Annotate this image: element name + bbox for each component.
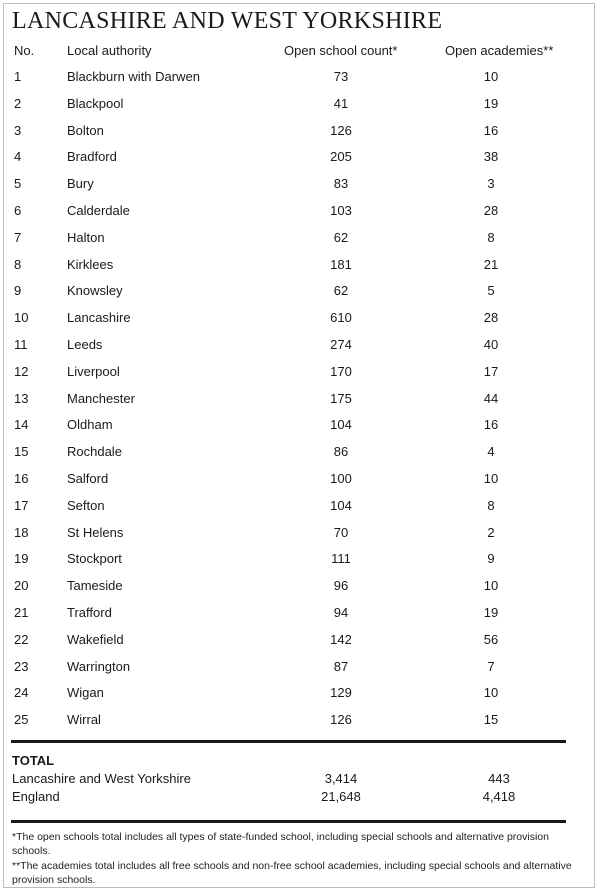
row-authority: Blackpool (67, 95, 124, 111)
row-authority: Wigan (67, 685, 104, 701)
row-number: 1 (14, 69, 22, 84)
total-row-name: England (12, 789, 60, 804)
row-academies: 28 (483, 310, 499, 326)
table-row (0, 174, 600, 194)
column-header-row (0, 41, 600, 61)
footnote-open-schools: *The open schools total includes all types of state-funded school, including special schools and alternative provision schools. (12, 831, 549, 857)
row-academies: 40 (483, 337, 499, 352)
row-number: 11 (14, 337, 28, 352)
row-academies: 3 (487, 176, 495, 192)
row-academies: 16 (483, 122, 499, 138)
row-number: 18 (14, 524, 29, 540)
row-authority: Blackburn with Darwen (67, 69, 200, 84)
total-row (0, 788, 600, 806)
row-number: 16 (14, 471, 29, 486)
table-row (0, 308, 600, 328)
row-authority: Tameside (67, 578, 123, 594)
total-row-academies: 4,418 (482, 789, 516, 804)
row-number: 12 (14, 363, 29, 379)
table-row (0, 496, 600, 516)
row-authority: Manchester (67, 390, 135, 406)
row-open-count: 62 (333, 229, 349, 245)
table-row (0, 442, 600, 462)
row-number: 4 (14, 149, 22, 165)
row-number: 13 (14, 390, 29, 406)
row-academies: 17 (483, 363, 499, 379)
row-open-count: 205 (330, 149, 352, 165)
row-authority: Leeds (67, 337, 103, 352)
row-authority: Stockport (67, 551, 122, 567)
row-open-count: 104 (330, 497, 352, 513)
total-row (0, 770, 600, 788)
row-open-count: 104 (330, 417, 352, 433)
row-open-count: 73 (333, 69, 349, 84)
row-open-count: 70 (333, 524, 349, 540)
row-number: 6 (14, 203, 22, 218)
column-header-open: Open school count* (284, 43, 398, 58)
row-academies: 7 (487, 658, 495, 674)
row-academies: 28 (483, 203, 499, 218)
table-row (0, 630, 600, 650)
table-row (0, 201, 600, 221)
row-academies: 10 (483, 471, 499, 486)
row-authority: Trafford (67, 605, 112, 620)
row-authority: Kirklees (67, 256, 114, 272)
row-open-count: 94 (333, 605, 349, 620)
row-number: 22 (14, 631, 29, 647)
row-number: 9 (14, 283, 22, 299)
table-row (0, 415, 600, 435)
row-open-count: 87 (333, 658, 349, 674)
row-academies: 10 (483, 685, 499, 701)
row-number: 15 (14, 444, 29, 460)
table-row (0, 469, 600, 489)
row-number: 24 (14, 685, 29, 701)
row-authority: Salford (67, 471, 109, 486)
row-number: 14 (14, 417, 29, 433)
row-open-count: 610 (330, 310, 352, 326)
row-academies: 19 (483, 95, 499, 111)
row-authority: Lancashire (67, 310, 131, 326)
row-authority: Bolton (67, 122, 104, 138)
row-authority: Liverpool (67, 363, 120, 379)
table-row (0, 121, 600, 141)
table-row (0, 710, 600, 730)
row-academies: 10 (483, 578, 499, 594)
row-authority: Wirral (67, 712, 101, 728)
row-number: 2 (14, 95, 22, 111)
row-open-count: 170 (330, 363, 352, 379)
total-heading: TOTAL (12, 753, 55, 768)
row-number: 21 (14, 605, 29, 620)
table-row (0, 523, 600, 543)
row-open-count: 126 (330, 122, 352, 138)
total-row-name: Lancashire and West Yorkshire (12, 771, 191, 786)
table-row (0, 603, 600, 623)
row-academies: 16 (483, 417, 499, 433)
column-header-authority: Local authority (67, 43, 152, 58)
row-authority: St Helens (67, 524, 124, 540)
table-row (0, 147, 600, 167)
row-academies: 19 (483, 605, 499, 620)
row-academies: 4 (487, 444, 495, 460)
row-academies: 2 (487, 524, 495, 540)
table-row (0, 281, 600, 301)
row-open-count: 62 (333, 283, 349, 299)
table-row (0, 683, 600, 703)
column-header-academies: Open academies** (445, 43, 554, 58)
row-authority: Sefton (67, 497, 105, 513)
row-open-count: 100 (330, 471, 352, 486)
row-authority: Oldham (67, 417, 113, 433)
row-academies: 9 (487, 551, 495, 567)
table-row (0, 657, 600, 677)
row-authority: Knowsley (67, 283, 123, 299)
footnote-divider (11, 820, 566, 823)
total-row-academies: 443 (488, 771, 510, 786)
column-header-no: No. (14, 43, 35, 58)
row-open-count: 175 (330, 390, 352, 406)
row-academies: 21 (483, 256, 499, 272)
row-academies: 56 (483, 631, 499, 647)
row-academies: 15 (483, 712, 499, 728)
row-open-count: 126 (330, 712, 352, 728)
row-authority: Halton (67, 229, 105, 245)
row-academies: 38 (483, 149, 499, 165)
row-open-count: 41 (333, 95, 349, 111)
row-authority: Bury (67, 176, 94, 192)
table-row (0, 576, 600, 596)
row-number: 5 (14, 176, 22, 192)
row-academies: 8 (487, 229, 495, 245)
row-number: 3 (14, 122, 22, 138)
row-number: 8 (14, 256, 22, 272)
table-row (0, 228, 600, 248)
row-number: 10 (14, 310, 29, 326)
row-academies: 8 (487, 497, 495, 513)
row-authority: Calderdale (67, 203, 130, 218)
row-open-count: 129 (330, 685, 352, 701)
table-title: LANCASHIRE AND WEST YORKSHIRE (12, 8, 443, 34)
row-open-count: 96 (333, 578, 349, 594)
table-row (0, 362, 600, 382)
row-number: 20 (14, 578, 29, 594)
row-open-count: 86 (333, 444, 349, 460)
row-open-count: 111 (331, 551, 351, 567)
row-authority: Bradford (67, 149, 117, 165)
row-number: 23 (14, 658, 29, 674)
row-academies: 5 (487, 283, 495, 299)
row-authority: Wakefield (67, 631, 124, 647)
total-row-open: 3,414 (324, 771, 358, 786)
row-open-count: 83 (333, 176, 349, 192)
row-academies: 44 (483, 390, 499, 406)
table-divider (11, 740, 566, 743)
table-row (0, 335, 600, 355)
row-open-count: 103 (330, 203, 352, 218)
row-open-count: 142 (330, 631, 352, 647)
table-row (0, 94, 600, 114)
row-number: 17 (14, 497, 29, 513)
row-academies: 10 (483, 69, 499, 84)
table-row (0, 389, 600, 409)
table-row (0, 255, 600, 275)
table-row (0, 67, 600, 87)
row-number: 25 (14, 712, 29, 728)
row-number: 7 (14, 229, 22, 245)
total-row-open: 21,648 (321, 789, 361, 804)
footnote-academies: **The academies total includes all free schools and non-free school academies, including special schools and alternative provision schools. (12, 860, 572, 886)
row-number: 19 (14, 551, 29, 567)
table-row (0, 549, 600, 569)
row-authority: Rochdale (67, 444, 122, 460)
row-open-count: 181 (330, 256, 352, 272)
row-open-count: 274 (330, 337, 352, 352)
row-authority: Warrington (67, 658, 131, 674)
